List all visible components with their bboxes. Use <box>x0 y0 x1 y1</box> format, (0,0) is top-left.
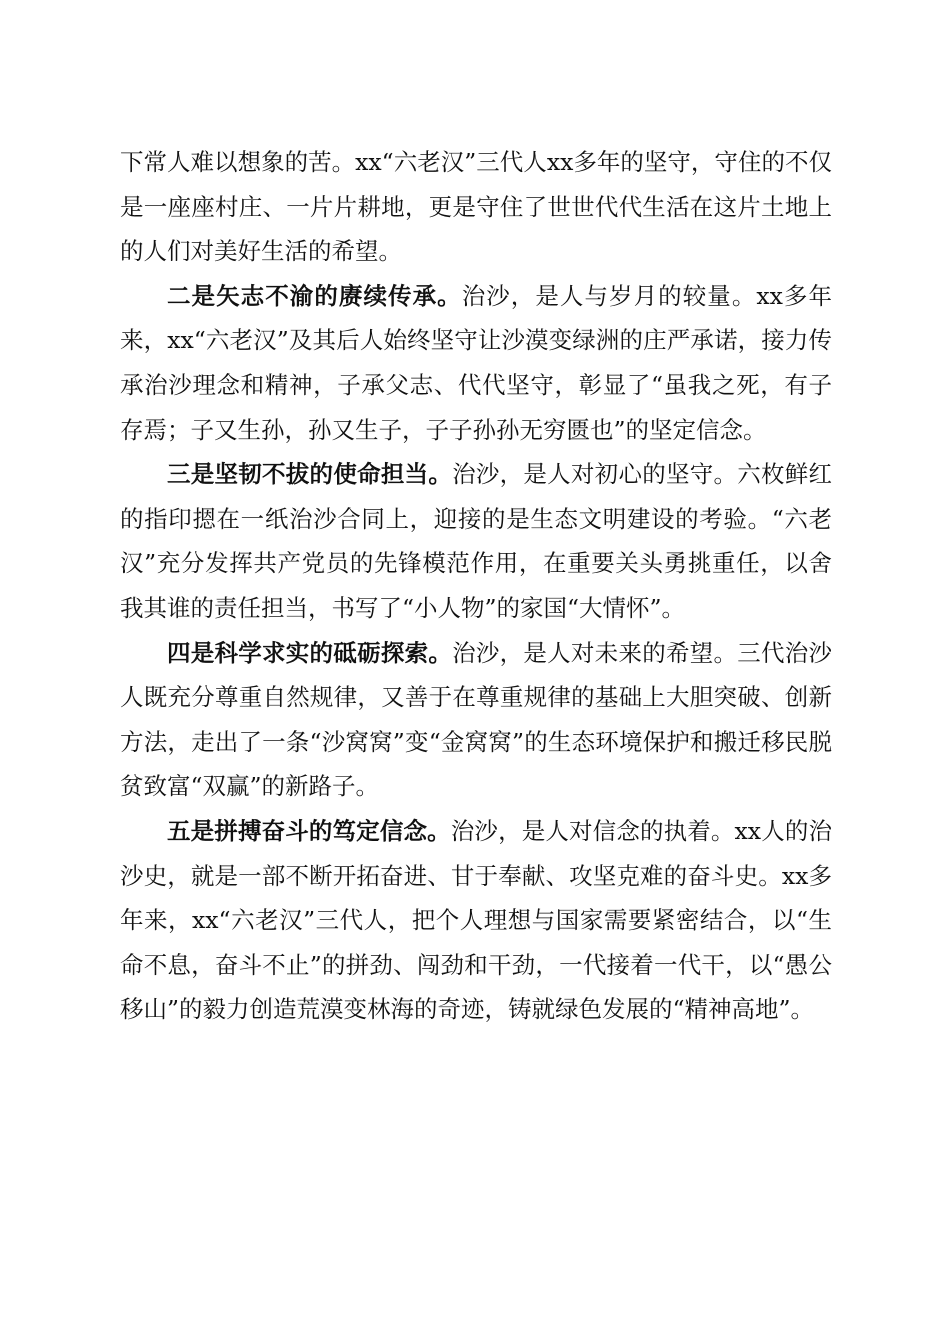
paragraph-point-five <box>120 809 832 1032</box>
paragraph-text: 治沙，是人与岁月的较量。xx多年来，xx“六老汉”及其后人始终坚守让沙漠变绿洲的庄严承诺，接力传承治沙理念和精神，子承父志、代代坚守，彰显了“虽我之死，有子存焉；子又生孙，孙又生子，子子孙孙无穷匮也”的坚定信念。 <box>120 281 832 444</box>
paragraph-point-two <box>120 274 832 452</box>
paragraph-point-three <box>120 452 832 630</box>
paragraph-text: 治沙，是人对未来的希望。三代治沙人既充分尊重自然规律，又善于在尊重规律的基础上大胆突破、创新方法，走出了一条“沙窝窝”变“金窝窝”的生态环境保护和搬迁移民脱贫致富“双赢”的新路子。 <box>120 638 833 801</box>
document-body <box>120 140 832 1032</box>
paragraph-heading: 三是坚韧不拔的使命担当。 <box>167 460 453 489</box>
paragraph-text: 治沙，是人对初心的坚守。六枚鲜红的指印摁在一纸治沙合同上，迎接的是生态文明建设的考验。“六老汉”充分发挥共产党员的先锋模范作用，在重要关头勇挑重任，以舍我其谁的责任担当，书写了“小人物”的家国“大情怀”。 <box>120 460 833 622</box>
paragraph-heading: 五是拼搏奋斗的笃定信念。 <box>167 816 451 845</box>
paragraph-continuation <box>120 140 832 274</box>
paragraph-heading: 四是科学求实的砥砺探索。 <box>167 638 453 667</box>
paragraph-heading: 二是矢志不渝的赓续传承。 <box>167 281 462 310</box>
paragraph-text: 下常人难以想象的苦。xx“六老汉”三代人xx多年的坚守，守住的不仅是一座座村庄、一片片耕地，更是守住了世世代代生活在这片土地上的人们对美好生活的希望。 <box>120 148 832 266</box>
paragraph-point-four <box>120 631 832 809</box>
paragraph-text: 治沙，是人对信念的执着。xx人的治沙史，就是一部不断开拓奋进、甘于奉献、攻坚克难的奋斗史。xx多年来，xx“六老汉”三代人，把个人理想与国家需要紧密结合，以“生命不息，奋斗不止”的拼劲、闯劲和干劲，一代接着一代干，以“愚公移山”的毅力创造荒漠变林海的奇迹，铸就绿色发展的“精神高地”。 <box>120 816 833 1024</box>
